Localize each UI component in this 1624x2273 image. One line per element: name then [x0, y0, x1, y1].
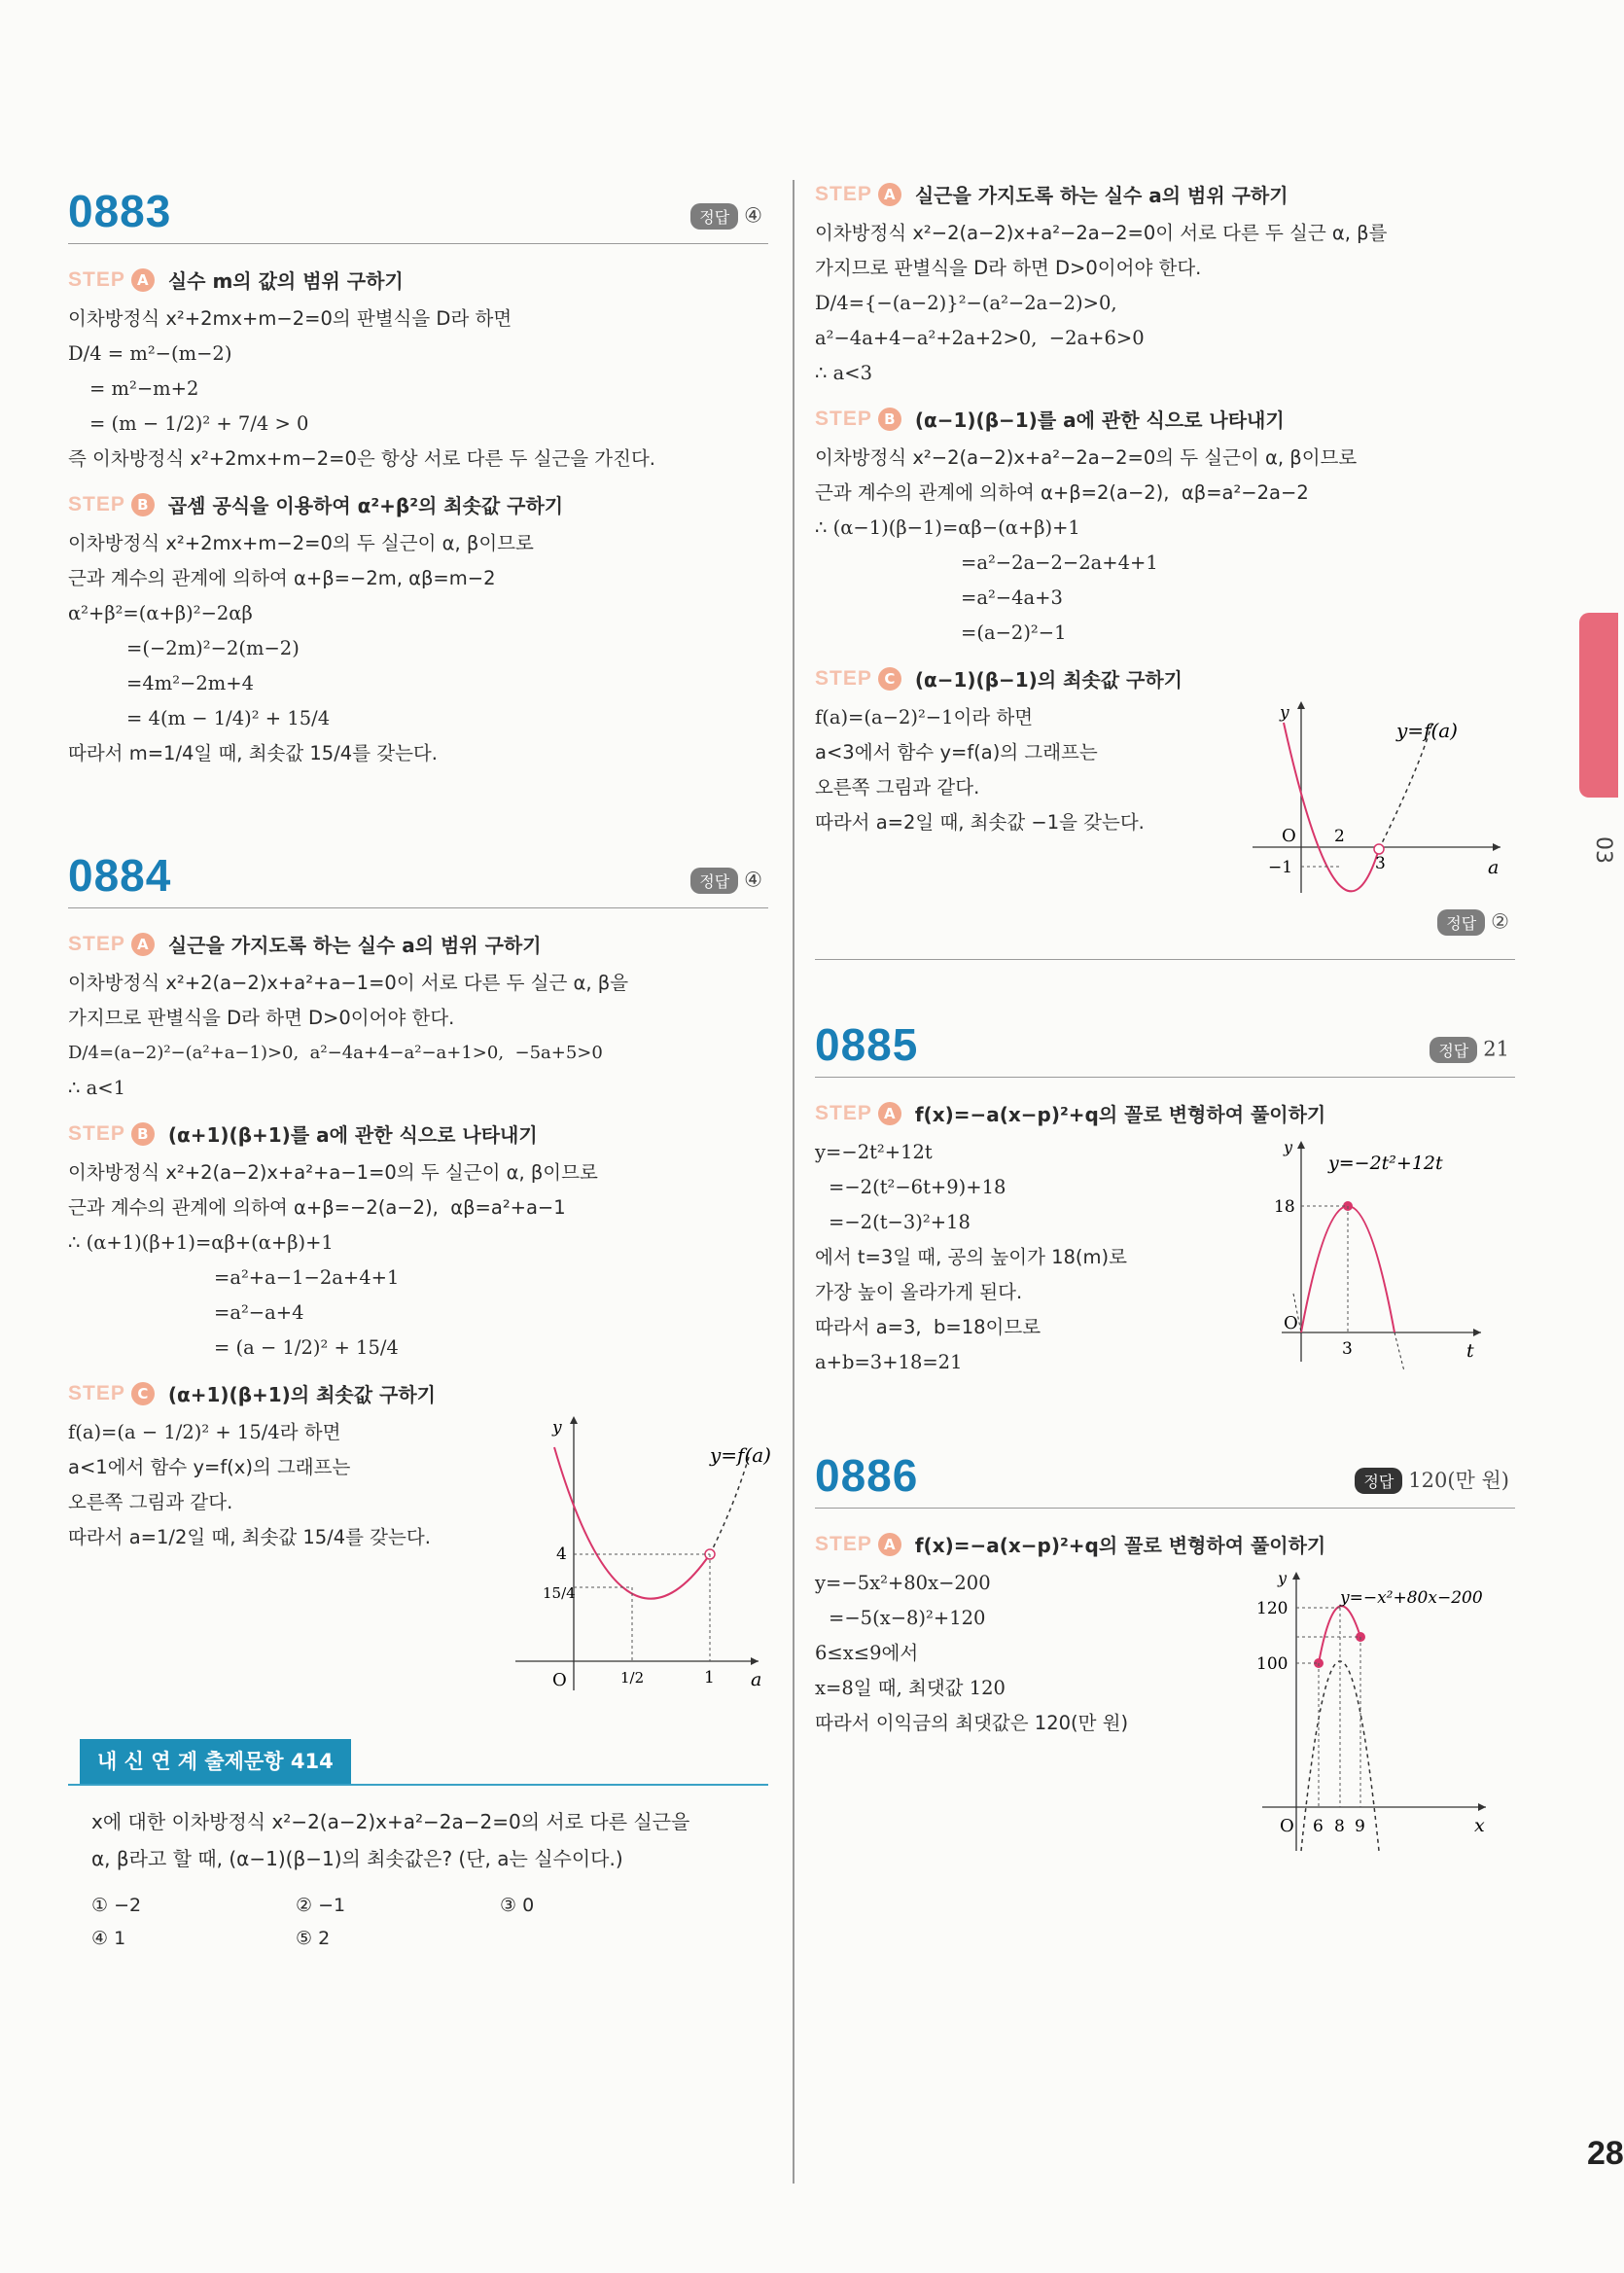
step-c-section — [68, 1379, 771, 1700]
solution-line: f(a)=(a−2)²−1이라 하면 — [815, 706, 1034, 728]
solution-line: =−5(x−8)²+120 — [829, 1607, 986, 1629]
solution-line: 근과 계수의 관계에 의하여 α+β=−2(a−2), αβ=a²+a−1 — [68, 1196, 566, 1219]
x-axis-label: a — [751, 1669, 762, 1690]
problem-header-0884 — [68, 839, 768, 908]
step-a-heading: STEP A f(x)=−a(x−p)²+q의 꼴로 변형하여 풀이하기 — [815, 1532, 1326, 1557]
problem-number: 0885 — [815, 1019, 919, 1070]
solution-line: 6≤x≤9에서 — [815, 1642, 919, 1664]
solution-line: ∴ a<3 — [815, 362, 872, 384]
solution-line: 근과 계수의 관계에 의하여 α+β=−2m, αβ=m−2 — [68, 567, 496, 589]
choice[interactable]: ④ 1 — [91, 1928, 126, 1949]
step-c-section — [815, 664, 1515, 888]
parabola-graph-0884 — [496, 1399, 771, 1700]
solution-line: a²−4a+4−a²+2a+2>0, −2a+6>0 — [815, 327, 1145, 349]
problem-header-0883 — [68, 175, 768, 244]
parabola-graph-0883 — [1233, 693, 1515, 898]
related-question-box — [68, 1739, 768, 1961]
solution-line: 이차방정식 x²+2mx+m−2=0의 두 실근이 α, β이므로 — [68, 532, 534, 554]
problem-number: 0886 — [815, 1450, 919, 1501]
solution-line: ∴ (α−1)(β−1)=αβ−(α+β)+1 — [815, 516, 1080, 539]
fn-label: y=−2t²+12t — [1328, 1153, 1443, 1174]
x-tick-label: 1/2 — [620, 1669, 645, 1687]
solution-line: =(−2m)²−2(m−2) — [126, 637, 300, 659]
solution-line: =4m²−2m+4 — [126, 672, 255, 694]
solution-line: D/4=(a−2)²−(a²+a−1)>0, a²−4a+4−a²−a+1>0, −5a+5>0 — [68, 1043, 603, 1063]
step-c-heading: STEP C (α−1)(β−1)의 최솟값 구하기 — [815, 666, 1183, 692]
answer: 정답 ④ — [690, 203, 762, 230]
solution-line: =−2(t²−6t+9)+18 — [829, 1176, 1006, 1198]
solution-line: 따라서 m=1/4일 때, 최솟값 15/4를 갖는다. — [68, 742, 438, 764]
solution-line: x=8일 때, 최댓값 120 — [815, 1677, 1006, 1699]
step-b-heading: STEP B (α+1)(β+1)를 a에 관한 식으로 나타내기 — [68, 1121, 538, 1147]
y-axis-label: y — [552, 1418, 562, 1438]
solution-line: 따라서 a=3, b=18이므로 — [815, 1316, 1041, 1338]
solution-0885 — [815, 1099, 1515, 1381]
solution-line: 따라서 a=2일 때, 최솟값 −1을 갖는다. — [815, 811, 1145, 834]
y-tick-label: 15/4 — [543, 1584, 576, 1602]
step-c-heading: STEP C (α+1)(β+1)의 최솟값 구하기 — [68, 1381, 436, 1406]
choices — [68, 1883, 768, 1961]
divider — [815, 959, 1515, 960]
x-tick-label: 3 — [1375, 854, 1386, 873]
solution-line: 즉 이차방정식 x²+2mx+m−2=0은 항상 서로 다른 두 실근을 가진다. — [68, 447, 655, 470]
chapter-tab — [1579, 613, 1618, 798]
solution-line: =a²−2a−2−2a+4+1 — [961, 551, 1158, 574]
answer: 정답 ② — [815, 909, 1509, 936]
solution-line: =a²−a+4 — [214, 1301, 304, 1324]
y-tick-label: −1 — [1268, 858, 1293, 877]
solution-0886 — [815, 1530, 1515, 1861]
solution-line: =−2(t−3)²+18 — [829, 1211, 971, 1233]
solution-line: 이차방정식 x²−2(a−2)x+a²−2a−2=0이 서로 다른 두 실근 α, β를 — [815, 222, 1388, 244]
solution-line: a+b=3+18=21 — [815, 1351, 963, 1373]
fn-label: y=f(a) — [1396, 719, 1458, 742]
page-number: 28 — [1587, 2135, 1624, 2172]
solution-line: a<1에서 함수 y=f(x)의 그래프는 — [68, 1456, 351, 1478]
solution-line: y=−2t²+12t — [815, 1141, 933, 1163]
solution-line: = m²−m+2 — [89, 377, 199, 400]
y-axis-label: y — [1284, 1138, 1293, 1156]
solution-line: = (m − 1/2)² + 7/4 > 0 — [89, 412, 309, 435]
solution-line: =a²+a−1−2a+4+1 — [214, 1266, 400, 1289]
solution-line: 이차방정식 x²+2mx+m−2=0의 판별식을 D라 하면 — [68, 307, 512, 330]
y-tick-label: 18 — [1274, 1197, 1295, 1217]
y-axis-label: y — [1280, 703, 1289, 723]
related-header — [68, 1739, 768, 1786]
y-axis-label: y — [1278, 1569, 1288, 1587]
solution-line: D/4={−(a−2)}²−(a²−2a−2)>0, — [815, 292, 1117, 314]
solution-line: = 4(m − 1/4)² + 15/4 — [126, 707, 331, 729]
y-tick-label: 100 — [1256, 1654, 1289, 1674]
solution-line: =(a−2)²−1 — [961, 622, 1067, 644]
x-tick-label: 2 — [1334, 827, 1345, 846]
solution-line: a<3에서 함수 y=f(a)의 그래프는 — [815, 741, 1098, 764]
choice[interactable]: ⑤ 2 — [296, 1928, 331, 1949]
fn-label: y=f(a) — [710, 1443, 771, 1467]
x-tick-label: 8 — [1334, 1817, 1345, 1836]
related-tag: 내 신 연 계 출제문항 414 — [80, 1739, 351, 1784]
fn-label: y=−x²+80x−200 — [1340, 1588, 1483, 1608]
problem-number: 0884 — [68, 850, 172, 901]
answer: 정답 21 — [1430, 1037, 1509, 1063]
y-tick-label: 120 — [1256, 1599, 1289, 1618]
origin-label: O — [1284, 1313, 1298, 1333]
step-a-heading: STEP A 실수 m의 값의 범위 구하기 — [68, 267, 404, 293]
solution-line: 따라서 a=1/2일 때, 최솟값 15/4를 갖는다. — [68, 1526, 431, 1548]
solution-line: = (a − 1/2)² + 15/4 — [214, 1336, 399, 1359]
related-question: x에 대한 이차방정식 x²−2(a−2)x+a²−2a−2=0의 서로 다른 실근을 α, β라고 할 때, (α−1)(β−1)의 최솟값은? (단, a는 실수이다.) — [91, 1810, 690, 1870]
solution-line: 이차방정식 x²+2(a−2)x+a²+a−1=0이 서로 다른 두 실근 α, β을 — [68, 972, 629, 994]
step-b-heading: STEP B (α−1)(β−1)를 a에 관한 식으로 나타내기 — [815, 407, 1285, 432]
parabola-graph-0885 — [1262, 1138, 1515, 1381]
right-column — [815, 180, 1515, 1861]
origin-label: O — [1280, 1816, 1294, 1836]
choice[interactable]: ② −1 — [296, 1895, 346, 1916]
solution-line: =a²−4a+3 — [961, 586, 1063, 609]
solution-line: y=−5x²+80x−200 — [815, 1572, 991, 1594]
solution-line: 따라서 이익금의 최댓값은 120(만 원) — [815, 1712, 1129, 1734]
problem-header-0885 — [815, 1009, 1515, 1078]
x-tick-label: 9 — [1355, 1817, 1365, 1836]
solution-line: 오른쪽 그림과 같다. — [68, 1491, 233, 1513]
step-b-heading: STEP B 곱셈 공식을 이용하여 α²+β²의 최솟값 구하기 — [68, 492, 564, 517]
solution-line: 가장 높이 올라가게 된다. — [815, 1281, 1023, 1303]
solution-line: D/4 = m²−(m−2) — [68, 342, 232, 365]
y-tick-label: 4 — [556, 1545, 567, 1564]
parabola-graph-0886 — [1243, 1569, 1515, 1861]
x-axis-label: a — [1488, 857, 1500, 878]
chapter-mark: 03 — [1591, 836, 1615, 864]
step-a-heading: STEP A 실근을 가지도록 하는 실수 a의 범위 구하기 — [815, 182, 1289, 207]
x-axis-label: t — [1466, 1340, 1474, 1362]
origin-label: O — [1282, 826, 1296, 846]
solution-line: 이차방정식 x²+2(a−2)x+a²+a−1=0의 두 실근이 α, β이므로 — [68, 1161, 598, 1184]
origin-label: O — [552, 1670, 567, 1690]
x-axis-label: x — [1474, 1815, 1485, 1836]
answer: 정답 120(만 원) — [1355, 1465, 1509, 1495]
solution-line: 에서 t=3일 때, 공의 높이가 18(m)로 — [815, 1246, 1127, 1268]
x-tick-label: 1 — [704, 1668, 715, 1687]
solution-line: 가지므로 판별식을 D라 하면 D>0이어야 한다. — [68, 1007, 455, 1029]
solution-line: ∴ a<1 — [68, 1077, 125, 1099]
solution-line: f(a)=(a − 1/2)² + 15/4라 하면 — [68, 1421, 341, 1443]
step-a-heading: STEP A 실근을 가지도록 하는 실수 a의 범위 구하기 — [68, 932, 542, 957]
solution-line: 오른쪽 그림과 같다. — [815, 776, 980, 799]
column-divider — [793, 180, 794, 2184]
solution-line: 이차방정식 x²−2(a−2)x+a²−2a−2=0의 두 실근이 α, β이므로 — [815, 446, 1358, 469]
x-tick-label: 6 — [1313, 1817, 1324, 1836]
choice[interactable]: ① −2 — [91, 1895, 142, 1916]
problem-header-0886 — [815, 1439, 1515, 1509]
choice[interactable]: ③ 0 — [500, 1895, 535, 1916]
problem-number: 0883 — [68, 186, 172, 236]
solution-line: ∴ (α+1)(β+1)=αβ+(α+β)+1 — [68, 1231, 334, 1254]
solution-line: α²+β²=(α+β)²−2αβ — [68, 602, 253, 624]
solution-line: 근과 계수의 관계에 의하여 α+β=2(a−2), αβ=a²−2a−2 — [815, 481, 1309, 504]
x-tick-label: 3 — [1342, 1339, 1353, 1359]
left-column — [68, 175, 771, 1961]
solution-line: 가지므로 판별식을 D라 하면 D>0이어야 한다. — [815, 257, 1202, 279]
step-a-heading: STEP A f(x)=−a(x−p)²+q의 꼴로 변형하여 풀이하기 — [815, 1101, 1326, 1126]
answer: 정답 ④ — [690, 868, 762, 894]
